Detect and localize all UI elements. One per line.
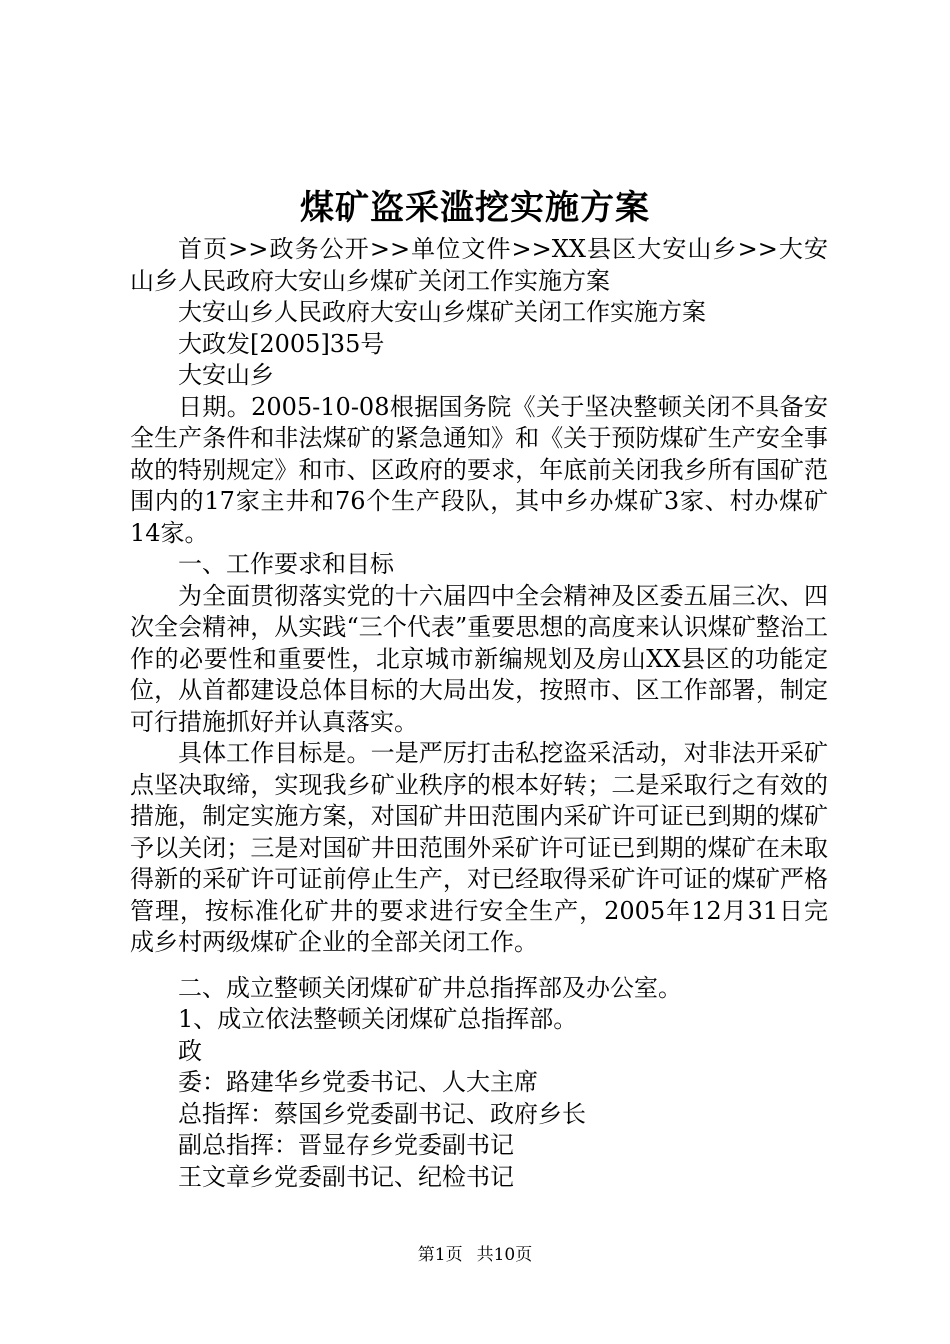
paragraph: 为全面贯彻落实党的十六届四中全会精神及区委五届三次、四次全会精神，从实践“三个代表”重要思想的高度来认识煤矿整治工作的必要性和重要性，北京城市新编规划及房山XX县区的功能定位，从首都建设总体目标的大局出发，按照市、区工作部署，制定可行措施抓好并认真落实。	[130, 581, 828, 736]
document-title: 煤矿盗采滥挖实施方案	[300, 188, 650, 228]
section-heading-1: 一、工作要求和目标	[178, 550, 394, 578]
section-heading-2: 二、成立整顿关闭煤矿矿井总指挥部及办公室。	[178, 973, 682, 1002]
list-item: 委：路建华乡党委书记、人大主席	[178, 1068, 538, 1096]
paragraph: 具体工作目标是。一是严厉打击私挖盗采活动，对非法开采矿点坚决取缔，实现我乡矿业秩序的根本好转；二是采取行之有效的措施，制定实施方案，对国矿井田范围内采矿许可证已到期的煤矿予以关闭；三是对国矿井田范围外采矿许可证已到期的煤矿在未取得新的采矿许可证前停止生产，对已经取得采矿许可证的煤矿严格管理，按标准化矿井的要求进行安全生产，2005年12月31日完成乡村两级煤矿企业的全部关闭工作。	[130, 739, 828, 956]
page-number: 第1页	[417, 1245, 463, 1265]
list-item: 总指挥：蔡国乡党委副书记、政府乡长	[178, 1099, 586, 1128]
document-subtitle: 大安山乡人民政府大安山乡煤矿关闭工作实施方案	[178, 298, 706, 326]
subsection-heading: 1、成立依法整顿关闭煤矿总指挥部。	[178, 1005, 578, 1033]
breadcrumb: 首页>>政务公开>>单位文件>>XX县区大安山乡>>大安山乡人民政府大安山乡煤矿关闭工作实施方案	[130, 235, 828, 295]
list-item: 政	[178, 1036, 202, 1065]
intro-paragraph: 日期。2005-10-08根据国务院《关于坚决整顿关闭不具备安全生产条件和非法煤矿的紧急通知》和《关于预防煤矿生产安全事故的特别规定》和市、区政府的要求，年底前关闭我乡所有国矿范围内的17家主井和76个生产段队，其中乡办煤矿3家、村办煤矿14家。	[130, 392, 828, 547]
document-body	[130, 234, 828, 1193]
page-total: 共10页	[476, 1245, 533, 1265]
page-footer	[0, 1243, 950, 1267]
document-number: 大政发[2005]35号	[178, 329, 385, 358]
list-item: 副总指挥：晋显存乡党委副书记	[178, 1131, 514, 1159]
list-item: 王文章乡党委副书记、纪检书记	[178, 1162, 514, 1191]
paragraph-gap	[130, 959, 828, 973]
issuer: 大安山乡	[178, 361, 274, 389]
